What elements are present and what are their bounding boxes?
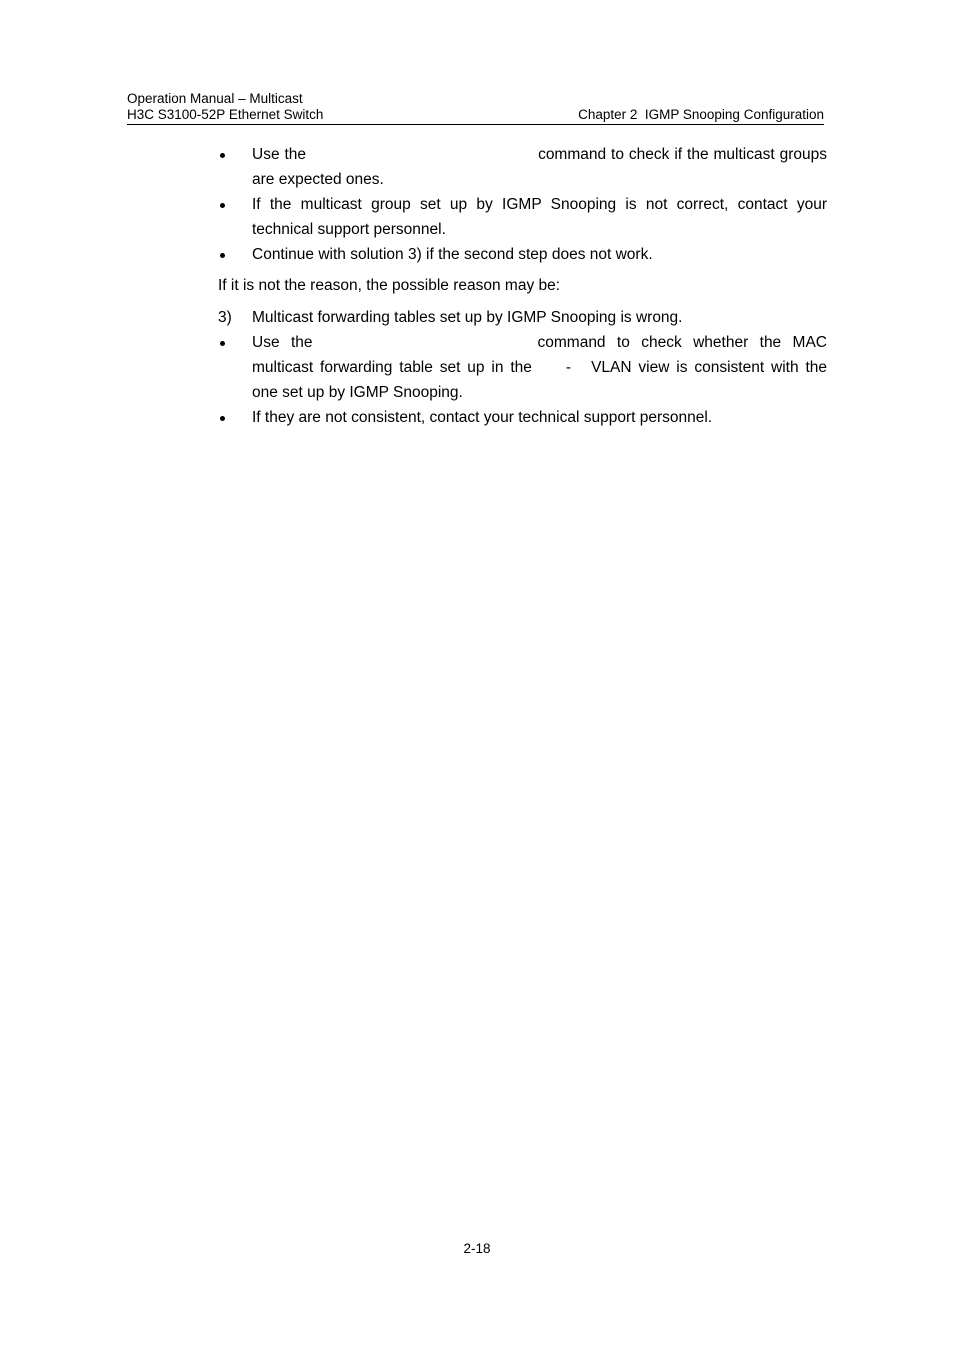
bullet-marker [220, 153, 225, 158]
bullet-text-end: VLAN view is consistent with the one set up by IGMP Snooping. [252, 359, 828, 401]
bullet-marker [220, 253, 225, 258]
manual-title: Operation Manual – Multicast [127, 91, 303, 106]
bullet-item [218, 330, 827, 405]
bullet-marker [220, 416, 225, 421]
bullet-item [218, 142, 827, 192]
bullet-item [218, 192, 827, 242]
bullet-marker [220, 341, 225, 346]
bullet-text-start: Use the [252, 334, 313, 351]
bullet-text-end: command to check if the multicast groups are expected ones. [252, 146, 828, 188]
chapter-title: Chapter 2 IGMP Snooping Configuration [578, 107, 824, 122]
numbered-item-text: Multicast forwarding tables set up by IGMP Snooping is wrong. [252, 309, 683, 326]
troubleshooting-text [218, 142, 827, 430]
bullet-text-middle: command to check whether the MAC multicast forwarding table set up in the [252, 334, 828, 376]
bullet-text: Continue with solution 3) if the second step does not work. [252, 246, 653, 263]
page-number: 2-18 [463, 1241, 491, 1256]
product-name: H3C S3100-52P Ethernet Switch [127, 107, 324, 122]
running-header-left [127, 91, 323, 123]
bullet-text: If they are not consistent, contact your technical support personnel. [252, 409, 713, 426]
bullet-marker [220, 203, 225, 208]
bullet-item [218, 405, 827, 430]
bullet-item [218, 242, 827, 267]
header-divider [127, 124, 824, 125]
body-paragraph: If it is not the reason, the possible reason may be: [218, 277, 561, 294]
numbered-item [218, 305, 827, 330]
bullet-text: If the multicast group set up by IGMP Snooping is not correct, contact your technical support personnel. [252, 196, 827, 238]
item-number: 3) [218, 309, 232, 326]
bullet-text-start: Use the [252, 146, 307, 163]
hyphen: - [565, 359, 572, 376]
